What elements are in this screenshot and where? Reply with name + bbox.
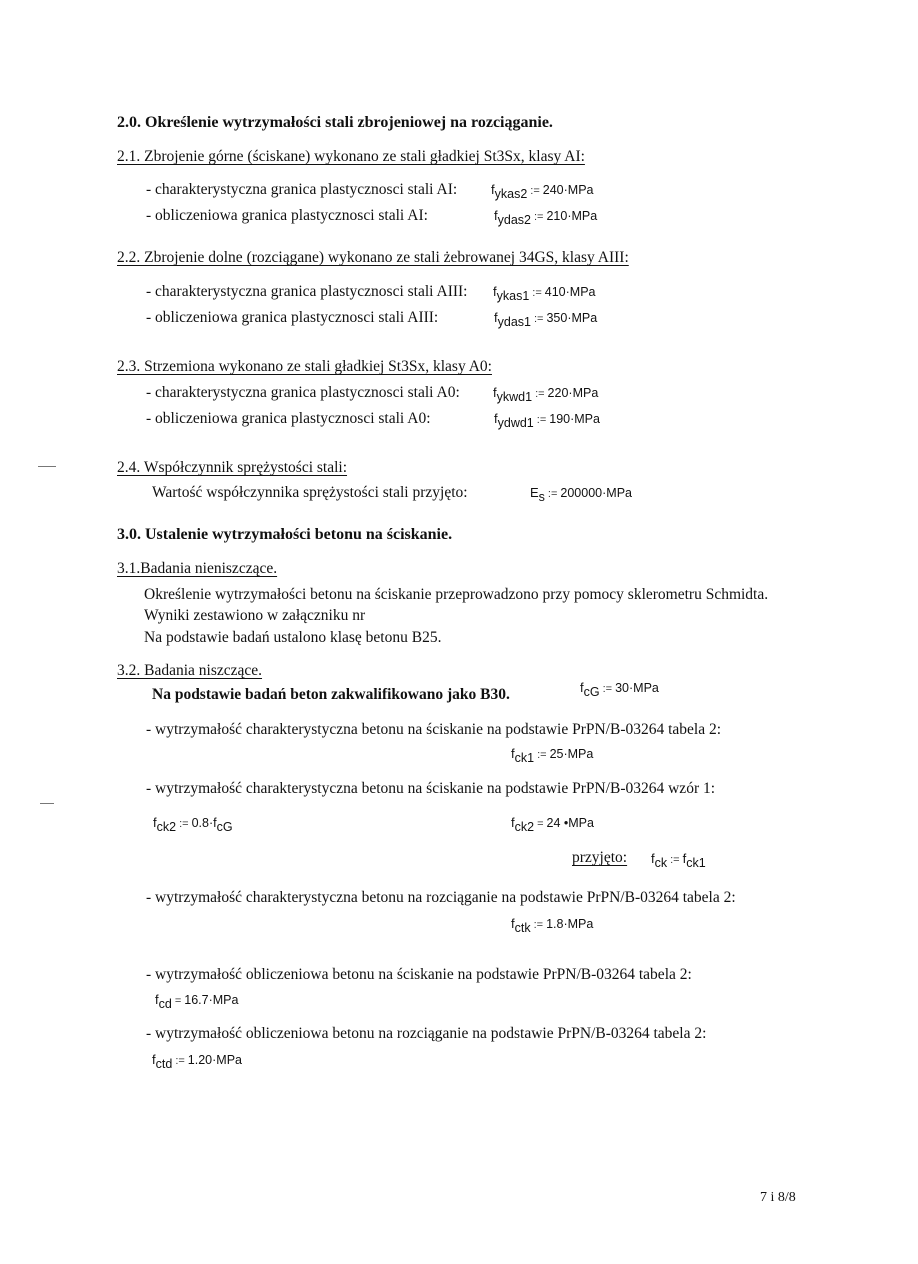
section-3-1-heading: 3.1.Badania nieniszczące. [117,560,278,577]
section-2-2-heading: 2.2. Zbrojenie dolne (rozciągane) wykonano ze stali żebrowanej 34GS, klasy AIII: [117,249,629,266]
formula-fydas1: $f_{ydas1}$ := 350·MPa [494,310,598,329]
formula-es: $E_s$ := 200000·MPa [530,485,632,504]
s23-line-1: - charakterystyczna granica plastycznosci stali A0: [146,384,460,401]
s32-line-1: - wytrzymałość charakterystyczna betonu na ściskanie na podstawie PrPN/B-03264 tabela 2: [146,721,722,738]
s31-paragraph-2: Wyniki zestawiono w załączniku nr [144,607,366,624]
formula-fcg: $f_{cG}$ := 30·MPa [580,680,659,699]
formula-fctd: $f_{ctd}$ := 1.20·MPa [152,1052,242,1071]
formula-fck-adopted: $f_{ck}$ := $f_{ck1}$ [651,851,706,870]
formula-fykas2: $f_{ykas2}$ := 240·MPa [491,182,594,201]
s32-line-2: - wytrzymałość charakterystyczna betonu na ściskanie na podstawie PrPN/B-03264 wzór 1: [146,780,716,797]
s32-line-4: - wytrzymałość obliczeniowa betonu na ściskanie na podstawie PrPN/B-03264 tabela 2: [146,966,692,983]
formula-fydas2: $f_{ydas2}$ := 210·MPa [494,208,598,227]
formula-fck2-result: $f_{ck2} = 24$ •MPa [511,815,594,834]
s21-line-2: - obliczeniowa granica plastycznosci stali AI: [146,207,428,224]
formula-fykas1: $f_{ykas1}$ := 410·MPa [493,284,596,303]
scan-margin-mark [40,803,54,804]
section-2-0-heading: 2.0. Określenie wytrzymałości stali zbrojeniowej na rozciąganie. [117,114,553,131]
s31-paragraph-3: Na podstawie badań ustalono klasę betonu B25. [144,629,442,646]
formula-fcd: $f_{cd} = 16.7\cdot MPa$ [155,992,239,1011]
section-2-1-heading: 2.1. Zbrojenie górne (ściskane) wykonano ze stali gładkiej St3Sx, klasy AI: [117,148,585,165]
page-number: 7 i 8/8 [760,1190,796,1205]
s32-line-5: - wytrzymałość obliczeniowa betonu na rozciąganie na podstawie PrPN/B-03264 tabela 2: [146,1025,707,1042]
s21-line-1: - charakterystyczna granica plastycznosci stali AI: [146,181,458,198]
s32-line-3: - wytrzymałość charakterystyczna betonu na rozciąganie na podstawie PrPN/B-03264 tabela 2: [146,889,736,906]
scan-margin-mark [38,466,56,467]
section-2-3-heading: 2.3. Strzemiona wykonano ze stali gładkiej St3Sx, klasy A0: [117,358,492,375]
formula-fck1: $f_{ck1}$ := 25·MPa [511,746,594,765]
s24-line-1: Wartość współczynnika sprężystości stali przyjęto: [152,484,468,501]
section-3-2-heading: 3.2. Badania niszczące. [117,662,263,679]
section-2-4-heading: 2.4. Współczynnik sprężystości stali: [117,459,348,476]
s22-line-2: - obliczeniowa granica plastycznosci stali AIII: [146,309,439,326]
formula-fydwd1: $f_{ydwd1}$ := 190·MPa [494,411,600,430]
s31-paragraph-1: Określenie wytrzymałości betonu na ściskanie przeprowadzono przy pomocy sklerometru Schmidta. [144,586,769,603]
s32-bold-statement: Na podstawie badań beton zakwalifikowano jako B30. [152,686,510,703]
formula-fck2-definition: $f_{ck2}$ := $0.8\cdot f_{cG}$ [153,815,233,834]
s22-line-1: - charakterystyczna granica plastycznosci stali AIII: [146,283,468,300]
s23-line-2: - obliczeniowa granica plastycznosci stali A0: [146,410,431,427]
formula-fctk: $f_{ctk}$ := 1.8·MPa [511,916,594,935]
section-3-0-heading: 3.0. Ustalenie wytrzymałości betonu na ściskanie. [117,526,453,543]
przyjeto-label: przyjęto: [572,849,628,866]
formula-fykwd1: $f_{ykwd1}$ := 220·MPa [493,385,599,404]
